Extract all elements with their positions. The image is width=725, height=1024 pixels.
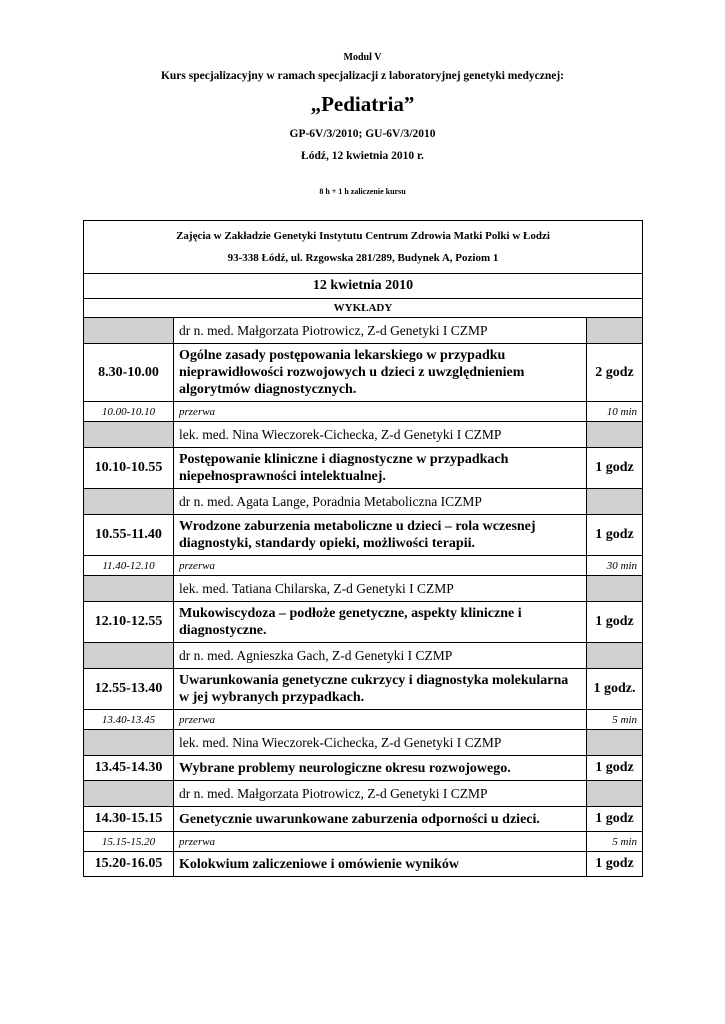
speaker-row — [84, 643, 643, 669]
course-title: „Pediatria” — [310, 92, 415, 116]
speaker-row — [84, 422, 643, 448]
session-topic: Genetycznie uwarunkowane zaburzenia odporności u dzieci. — [174, 807, 587, 832]
break-row — [84, 832, 643, 852]
session-topic: Ogólne zasady postępowania lekarskiego w przypadku nieprawidłowości rozwojowych u dzieci z uwzględnieniem algorytmów diagnostycznych. — [174, 344, 587, 402]
session-time: 8.30-10.00 — [84, 344, 174, 402]
break-duration: 5 min — [586, 832, 642, 852]
session-time: 13.45-14.30 — [84, 756, 174, 781]
location-line-2: 93-338 Łódź, ul. Rzgowska 281/289, Budynek A, Poziom 1 — [227, 252, 499, 264]
speaker-name: dr n. med. Agata Lange, Poradnia Metaboliczna ICZMP — [174, 489, 587, 515]
speaker-name: dr n. med. Małgorzata Piotrowicz, Z-d Genetyki I CZMP — [174, 781, 587, 807]
break-duration: 30 min — [586, 556, 642, 576]
speaker-name: lek. med. Nina Wieczorek-Cichecka, Z-d Genetyki I CZMP — [174, 730, 587, 756]
session-duration: 1 godz — [586, 515, 642, 556]
session-time: 12.55-13.40 — [84, 669, 174, 710]
speaker-duration-cell — [586, 643, 642, 669]
session-time: 14.30-15.15 — [84, 807, 174, 832]
speaker-name: lek. med. Tatiana Chilarska, Z-d Genetyki I CZMP — [174, 576, 587, 602]
session-duration: 1 godz. — [586, 669, 642, 710]
break-time: 10.00-10.10 — [84, 402, 174, 422]
session-duration: 1 godz — [586, 602, 642, 643]
session-topic: Kolokwium zaliczeniowe i omówienie wyników — [174, 852, 587, 877]
break-time: 13.40-13.45 — [84, 710, 174, 730]
course-date: Łódź, 12 kwietnia 2010 r. — [301, 150, 424, 162]
speaker-duration-cell — [586, 781, 642, 807]
speaker-time-cell — [84, 576, 174, 602]
section-heading: WYKŁADY — [84, 299, 643, 318]
break-label: przerwa — [174, 832, 587, 852]
speaker-duration-cell — [586, 730, 642, 756]
speaker-name: lek. med. Nina Wieczorek-Cichecka, Z-d Genetyki I CZMP — [174, 422, 587, 448]
break-row — [84, 556, 643, 576]
location-cell — [84, 221, 643, 274]
session-row — [84, 852, 643, 877]
session-time: 12.10-12.55 — [84, 602, 174, 643]
break-time: 11.40-12.10 — [84, 556, 174, 576]
session-time: 10.10-10.55 — [84, 448, 174, 489]
break-label: przerwa — [174, 710, 587, 730]
speaker-time-cell — [84, 318, 174, 344]
speaker-time-cell — [84, 489, 174, 515]
break-label: przerwa — [174, 556, 587, 576]
course-description: Kurs specjalizacyjny w ramach specjalizacji z laboratoryjnej genetyki medycznej: — [160, 70, 565, 82]
speaker-time-cell — [84, 643, 174, 669]
speaker-row — [84, 489, 643, 515]
session-time: 15.20-16.05 — [84, 852, 174, 877]
session-duration: 1 godz — [586, 807, 642, 832]
break-row — [84, 710, 643, 730]
session-duration: 1 godz — [586, 852, 642, 877]
break-duration: 5 min — [586, 710, 642, 730]
speaker-time-cell — [84, 781, 174, 807]
session-row — [84, 807, 643, 832]
session-row — [84, 515, 643, 556]
session-row — [84, 602, 643, 643]
session-topic: Uwarunkowania genetyczne cukrzycy i diagnostyka molekularna w jej wybranych przypadkach. — [174, 669, 587, 710]
speaker-duration-cell — [586, 576, 642, 602]
session-duration: 1 godz — [586, 448, 642, 489]
session-topic: Wybrane problemy neurologiczne okresu rozwojowego. — [174, 756, 587, 781]
break-time: 15.15-15.20 — [84, 832, 174, 852]
speaker-row — [84, 318, 643, 344]
schedule-table — [83, 220, 643, 877]
speaker-name: dr n. med. Małgorzata Piotrowicz, Z-d Genetyki I CZMP — [174, 318, 587, 344]
session-duration: 2 godz — [586, 344, 642, 402]
session-topic: Postępowanie kliniczne i diagnostyczne w przypadkach niepełnosprawności intelektualnej. — [174, 448, 587, 489]
session-row — [84, 756, 643, 781]
break-row — [84, 402, 643, 422]
location-line-1: Zajęcia w Zakładzie Genetyki Instytutu Centrum Zdrowia Matki Polki w Łodzi — [176, 230, 550, 242]
speaker-row — [84, 781, 643, 807]
course-hours: 8 h + 1 h zaliczenie kursu — [319, 187, 406, 196]
break-label: przerwa — [174, 402, 587, 422]
modul-label: Moduł V — [343, 52, 382, 63]
speaker-time-cell — [84, 730, 174, 756]
speaker-time-cell — [84, 422, 174, 448]
speaker-name: dr n. med. Agnieszka Gach, Z-d Genetyki I CZMP — [174, 643, 587, 669]
session-topic: Wrodzone zaburzenia metaboliczne u dzieci – rola wczesnej diagnostyki, standardy opieki, możliwości terapii. — [174, 515, 587, 556]
course-codes: GP-6V/3/2010; GU-6V/3/2010 — [289, 128, 436, 140]
session-topic: Mukowiscydoza – podłoże genetyczne, aspekty kliniczne i diagnostyczne. — [174, 602, 587, 643]
speaker-row — [84, 730, 643, 756]
session-row — [84, 669, 643, 710]
session-row — [84, 448, 643, 489]
day-heading: 12 kwietnia 2010 — [84, 274, 643, 299]
speaker-duration-cell — [586, 489, 642, 515]
speaker-duration-cell — [586, 422, 642, 448]
session-row — [84, 344, 643, 402]
break-duration: 10 min — [586, 402, 642, 422]
speaker-duration-cell — [586, 318, 642, 344]
session-time: 10.55-11.40 — [84, 515, 174, 556]
session-duration: 1 godz — [586, 756, 642, 781]
speaker-row — [84, 576, 643, 602]
